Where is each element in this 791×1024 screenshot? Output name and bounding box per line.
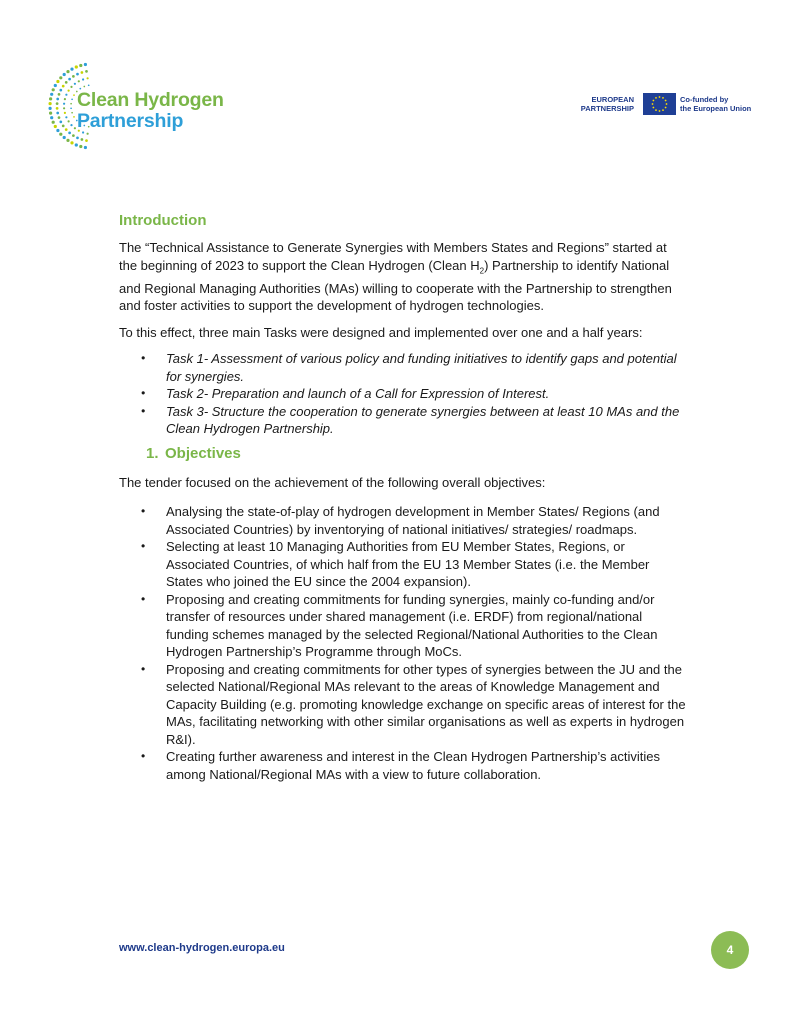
list-item: • Proposing and creating commitments for funding synergies, mainly co-funding and/or transfer of resources under shared management (i.e. ERDF) from regional/national funding schemes managed by the selected Regional/National Authorities to the Clean Hydrogen Partnership’s Programme through MoCs. — [119, 591, 687, 661]
list-item: • Selecting at least 10 Managing Authorities from EU Member States, Regions, or Associated Countries, of which half from the EU 13 Member States (i.e. the Member States who joined the EU since the 2004 expansion). — [119, 538, 687, 591]
list-item: • Task 3- Structure the cooperation to generate synergies between at least 10 MAs and the Clean Hydrogen Partnership. — [119, 403, 687, 438]
footer-website-link[interactable]: www.clean-hydrogen.europa.eu — [119, 942, 285, 954]
intro-paragraph-2: To this effect, three main Tasks were designed and implemented over one and a half years: — [119, 324, 643, 340]
page-content — [119, 212, 687, 783]
objectives-list — [119, 503, 687, 783]
list-item: • Proposing and creating commitments for other types of synergies between the JU and the selected National/Regional MAs relevant to the areas of Knowledge Management and Capacity Building (e.g. promoting knowledge exchange on specific areas of interest for the MAs, facilitating networking with other similar organisations as well as experts in hydrogen R&I). — [119, 661, 687, 749]
introduction-heading: Introduction — [119, 212, 207, 229]
logo-line-1: Clean Hydrogen — [77, 89, 224, 111]
logo-line-2: Partnership — [77, 110, 184, 132]
task-list — [119, 350, 687, 438]
page-number-badge: 4 — [711, 931, 749, 969]
objectives-lead: The tender focused on the achievement of the following overall objectives: — [119, 474, 546, 490]
list-item: • Analysing the state-of-play of hydrogen development in Member States/ Regions (and Associated Countries) by inventorying of national initiatives/ strategies/ roadmaps. — [119, 503, 687, 538]
list-item: • Task 2- Preparation and launch of a Call for Expression of Interest. — [119, 385, 687, 403]
eu-flag-icon — [643, 93, 676, 115]
clean-hydrogen-logo — [44, 60, 224, 152]
list-item: • Creating further awareness and interest in the Clean Hydrogen Partnership’s activities among National/Regional MAs with a view to future collaboration. — [119, 748, 687, 783]
objectives-heading: 1. Objectives — [146, 444, 241, 462]
cofunded-label: Co-funded by the European Union — [680, 95, 752, 113]
list-item: • Task 1- Assessment of various policy and funding initiatives to identify gaps and potential for synergies. — [119, 350, 687, 385]
intro-paragraph-1: The “Technical Assistance to Generate Synergies with Members States and Regions” started at the beginning of 2023 to support the Clean Hydrogen (Clean $H_2$) Partnership to identify National and Regional Managing Authorities (MAs) willing to cooperate with the Partnership to strengthen and foster activities to support the development of hydrogen technologies. — [119, 240, 672, 314]
european-partnership-label: EUROPEAN PARTNERSHIP — [580, 95, 634, 113]
